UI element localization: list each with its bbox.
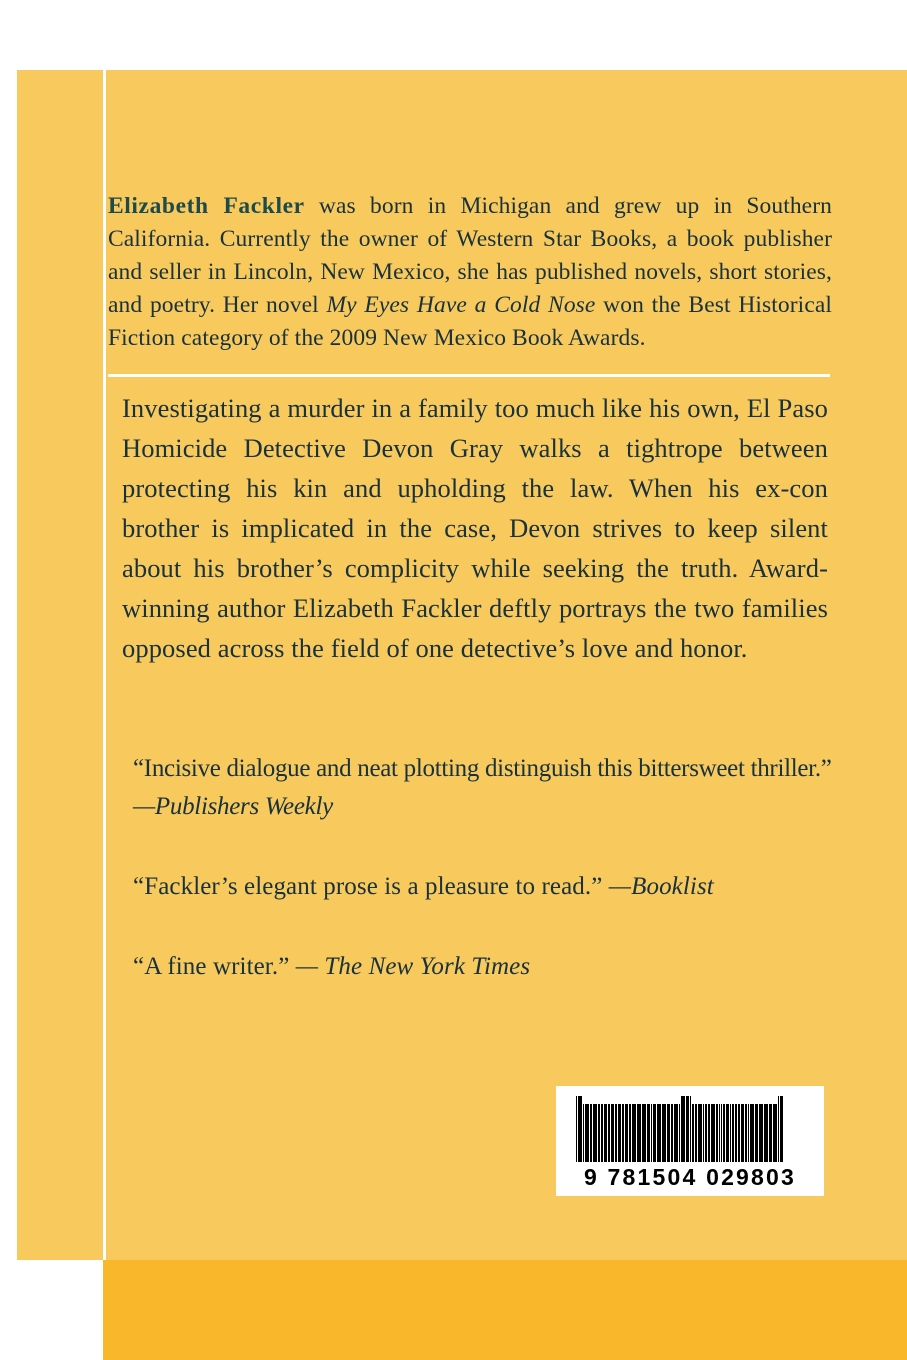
review-quote: “Incisive dialogue and neat plotting distinguish this bittersweet thriller.” <box>133 755 832 782</box>
review-blurb <box>133 948 833 986</box>
barcode-number: 9 781504 029803 <box>583 1164 797 1190</box>
horizontal-divider-rule <box>108 374 830 377</box>
review-blurb <box>133 750 833 826</box>
barcode <box>556 1086 824 1196</box>
spine-divider-rule <box>103 70 106 1260</box>
review-source: —Publishers Weekly <box>133 793 333 820</box>
review-blurb <box>133 868 833 906</box>
author-bio-part-one: was born in Michigan and grew up in Southern California. Currently the owner of Western Star Books, a book publisher and seller in Lincoln, New Mexico, she has published novels, short stories, and poetry. Her novel <box>108 193 832 318</box>
cover-bottom-left-white <box>0 1260 103 1360</box>
review-source: —Booklist <box>608 873 714 900</box>
author-bio-part-two: won the Best Historical Fiction category of the 2009 New Mexico Book Awards. <box>108 292 833 351</box>
review-quote: “A fine writer.” <box>133 953 296 980</box>
review-blurbs <box>133 750 833 986</box>
barcode-bars <box>576 1096 808 1162</box>
author-name: Elizabeth Fackler <box>108 193 305 219</box>
author-bio <box>108 190 832 355</box>
book-description: Investigating a murder in a family too much like his own, El Paso Homicide Detective Devon Gray walks a tightrope between protecting his kin and upholding the law. When his ex-con brother is implicated in the case, Devon strives to keep silent about his brother’s complicity while seeking the truth. Award-winning author Elizabeth Fackler deftly portrays the two families opposed across the field of one detective’s love and honor. <box>122 393 828 663</box>
cover-bottom-band <box>17 1260 907 1360</box>
review-source: — The New York Times <box>295 953 531 980</box>
author-previous-book-title: My Eyes Have a Cold Nose <box>326 292 596 318</box>
review-quote: “Fackler’s elegant prose is a pleasure to read.” <box>133 873 609 900</box>
